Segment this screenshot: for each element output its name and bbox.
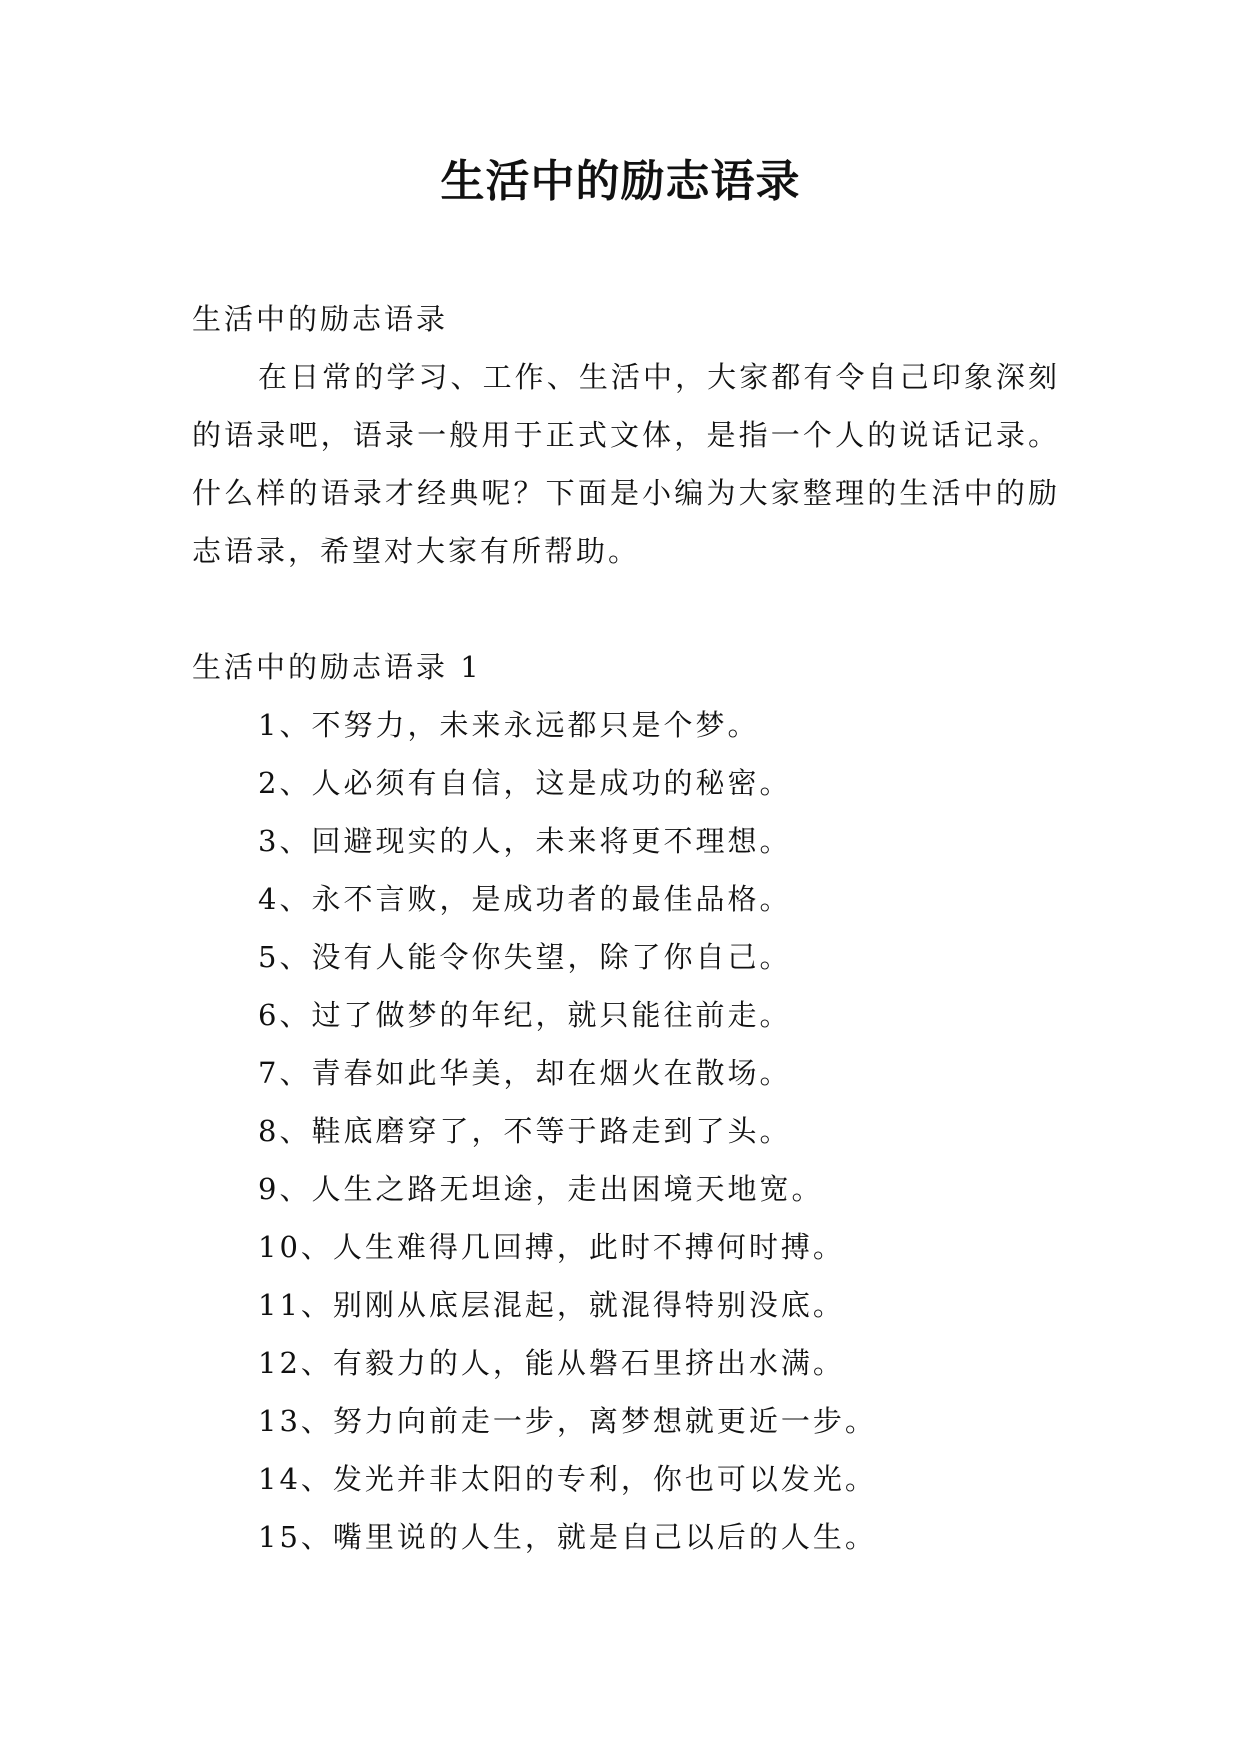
quote-item: 3、回避现实的人，未来将更不理想。: [258, 824, 792, 858]
quote-item: 4、永不言败，是成功者的最佳品格。: [258, 882, 792, 916]
document-body: [192, 290, 1060, 1566]
quote-item: 11、别刚从底层混起，就混得特别没底。: [258, 1288, 845, 1322]
quote-list: [192, 696, 1060, 1566]
quote-item: 10、人生难得几回搏，此时不搏何时搏。: [258, 1230, 845, 1264]
quote-item: 1、不努力，未来永远都只是个梦。: [258, 708, 760, 742]
quote-item: 9、人生之路无坦途，走出困境天地宽。: [258, 1172, 824, 1206]
document-subtitle: 生活中的励志语录: [192, 302, 449, 336]
quote-item: 14、发光并非太阳的专利，你也可以发光。: [258, 1462, 877, 1496]
quote-item: 5、没有人能令你失望，除了你自己。: [258, 940, 792, 974]
quote-item: 13、努力向前走一步，离梦想就更近一步。: [258, 1404, 877, 1438]
page-title: 生活中的励志语录: [440, 156, 801, 207]
quote-item: 2、人必须有自信，这是成功的秘密。: [258, 766, 792, 800]
section-heading: 生活中的励志语录 1: [192, 650, 482, 684]
quote-item: 12、有毅力的人，能从磐石里挤出水满。: [258, 1346, 845, 1380]
quote-item: 7、青春如此华美，却在烟火在散场。: [258, 1056, 792, 1090]
quote-item: 6、过了做梦的年纪，就只能往前走。: [258, 998, 792, 1032]
quote-item: 15、嘴里说的人生，就是自己以后的人生。: [258, 1520, 877, 1554]
quote-item: 8、鞋底磨穿了，不等于路走到了头。: [258, 1114, 792, 1148]
intro-paragraph: 在日常的学习、工作、生活中，大家都有令自己印象深刻的语录吧，语录一般用于正式文体，是指一个人的说话记录。什么样的语录才经典呢？下面是小编为大家整理的生活中的励志语录，希望对大家有所帮助。: [192, 360, 1060, 568]
